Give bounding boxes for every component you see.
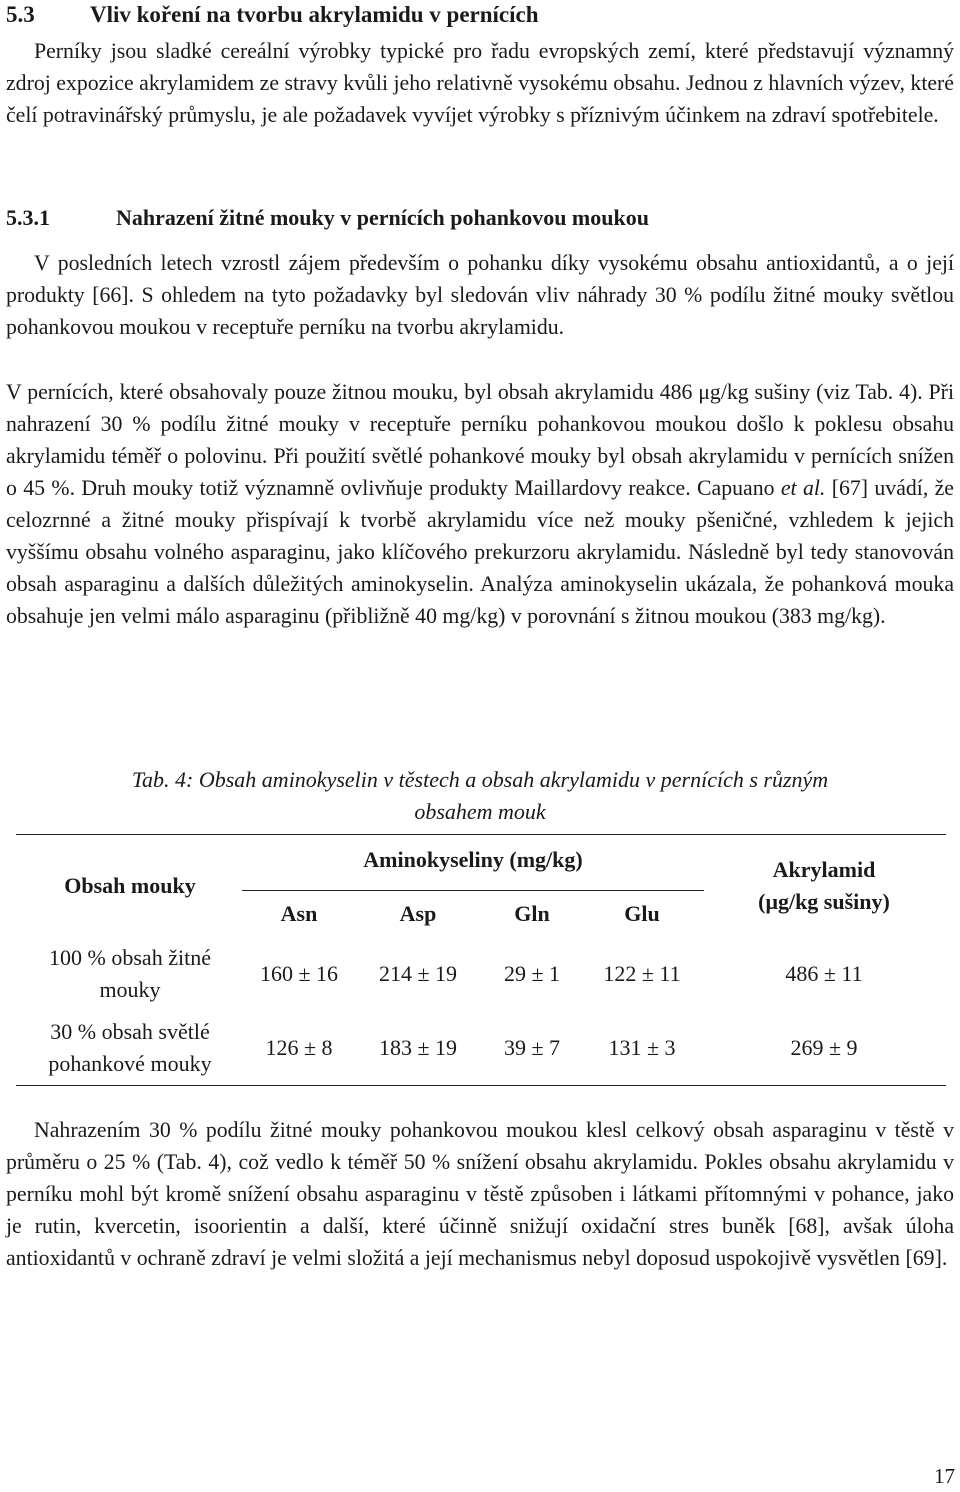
header-glu: Glu (624, 901, 660, 926)
paragraph-buckwheat-interest: V posledních letech vzrostl zájem především o pohanku díky vysokému obsahu antioxidantů, a o její produkty [66]. S ohledem na tyto požadavky byl sledován vliv náhrady 30 % podílu žitné mouky světlou pohankovou moukou v receptuře perníku na tvorbu akrylamidu. (6, 251, 954, 339)
row-label (16, 1011, 244, 1085)
header-gln: Gln (514, 901, 550, 926)
section-heading (6, 0, 539, 30)
subsection-title: Nahrazení žitné mouky v pernících pohankovou moukou (116, 205, 649, 230)
cell-asp: 183 ± 19 (378, 1034, 458, 1060)
cell-asp: 214 ± 19 (378, 961, 458, 986)
cell-acrylamide: 269 ± 9 (790, 1034, 858, 1060)
section-number: 5.3 (6, 2, 35, 27)
header-amino-acids (244, 835, 702, 892)
header-flour-content: Obsah mouky (64, 873, 196, 898)
row-label-line2: pohankové mouky (48, 1050, 212, 1076)
paragraph-intro: Perníky jsou sladké cereální výrobky typické pro řadu evropských zemí, které představují významný zdroj expozice akrylamidem ze stravy kvůli jeho relativně vysokému obsahu. Jednou z hlavních výzev, které čelí potravinářský průmyslu, je ale požadavek vyvíjet výrobky s příznivým účinkem na zdraví spotřebitele. (6, 39, 954, 127)
subsection-heading (6, 203, 649, 233)
page-number: 17 (934, 1464, 955, 1488)
cell-acrylamide: 486 ± 11 (785, 961, 863, 986)
cell-asn: 126 ± 8 (265, 1034, 333, 1060)
table-caption-line1: Tab. 4: Obsah aminokyselin v těstech a obsah akrylamidu v pernících s různým (131, 767, 829, 792)
section-title: Vliv koření na tvorbu akrylamidu v pernících (90, 2, 539, 27)
header-acrylamide (702, 835, 946, 938)
row-label-line1: 30 % obsah světlé (50, 1018, 210, 1044)
cell-gln: 39 ± 7 (503, 1034, 561, 1060)
header-amino-label: Aminokyseliny (mg/kg) (363, 846, 583, 872)
row-label-line2: mouky (99, 977, 161, 1002)
header-acrylamide-line1: Akrylamid (772, 857, 876, 882)
cell-asn: 160 ± 16 (259, 961, 339, 986)
table-caption (0, 764, 960, 828)
row-label (16, 937, 244, 1011)
paragraph-conclusion: Nahrazením 30 % podílu žitné mouky pohankovou moukou klesl celkový obsah asparaginu v těstě v průměru o 25 % (Tab. 4), což vedlo k téměř 50 % snížení obsahu akrylamidu. Pokles obsahu akrylamidu v perníku mohl být kromě snížení obsahu asparaginu v těstě způsoben i látkami přítomnými v pohance, jako je rutin, kvercetin, isoorientin a další, které účinně snižují oxidační stres buněk [68], avšak úloha antioxidantů v ochraně zdraví je velmi složitá a její mechanismus nebyl doposud uspokojivě vysvětlen [69]. (6, 1118, 954, 1270)
header-acrylamide-line2: (μg/kg sušiny) (758, 889, 890, 914)
header-amino-rule (242, 876, 704, 891)
header-asp: Asp (399, 901, 437, 926)
paragraph-results (6, 376, 954, 632)
subsection-number: 5.3.1 (6, 205, 50, 230)
table-caption-line2: obsahem mouk (414, 799, 546, 824)
table-row (16, 937, 946, 1011)
results-text-part1: V pernících, které obsahovaly pouze žitnou mouku, byl obsah akrylamidu 486 μg/kg sušiny (viz Tab. 4). Při nahrazení 30 % podílu žitné mouky v receptuře perníku pohankovou moukou došlo k poklesu obsahu akrylamidu téměř o polovinu. Při použití světlé pohankové mouky byl obsah akrylamidu v pernících snížen o 45 %. Druh mouky totiž významně ovlivňuje produkty Maillardovy reakce. Capuano (6, 380, 954, 500)
table-row (16, 1011, 946, 1085)
amino-acid-table (16, 834, 946, 1086)
cell-glu: 131 ± 3 (608, 1034, 676, 1060)
results-text-part2: [67] uvádí, že celozrnné a žitné mouky přispívají k tvorbě akrylamidu více než mouky pšeničné, vzhledem k jejich vyššímu obsahu volného asparaginu, jako klíčového prekurzoru akrylamidu. Následně byl tedy stanovován obsah asparaginu a dalších důležitých aminokyselin. Analýza aminokyselin ukázala, že pohanková mouka obsahuje jen velmi málo asparaginu (přibližně 40 mg/kg) v porovnání s žitnou moukou (383 mg/kg). (6, 476, 954, 628)
cell-glu: 122 ± 11 (603, 961, 681, 986)
row-label-line1: 100 % obsah žitné (49, 945, 211, 970)
header-asn: Asn (280, 901, 318, 926)
cell-gln: 29 ± 1 (503, 961, 561, 986)
results-italic-citation: et al. (780, 476, 826, 500)
